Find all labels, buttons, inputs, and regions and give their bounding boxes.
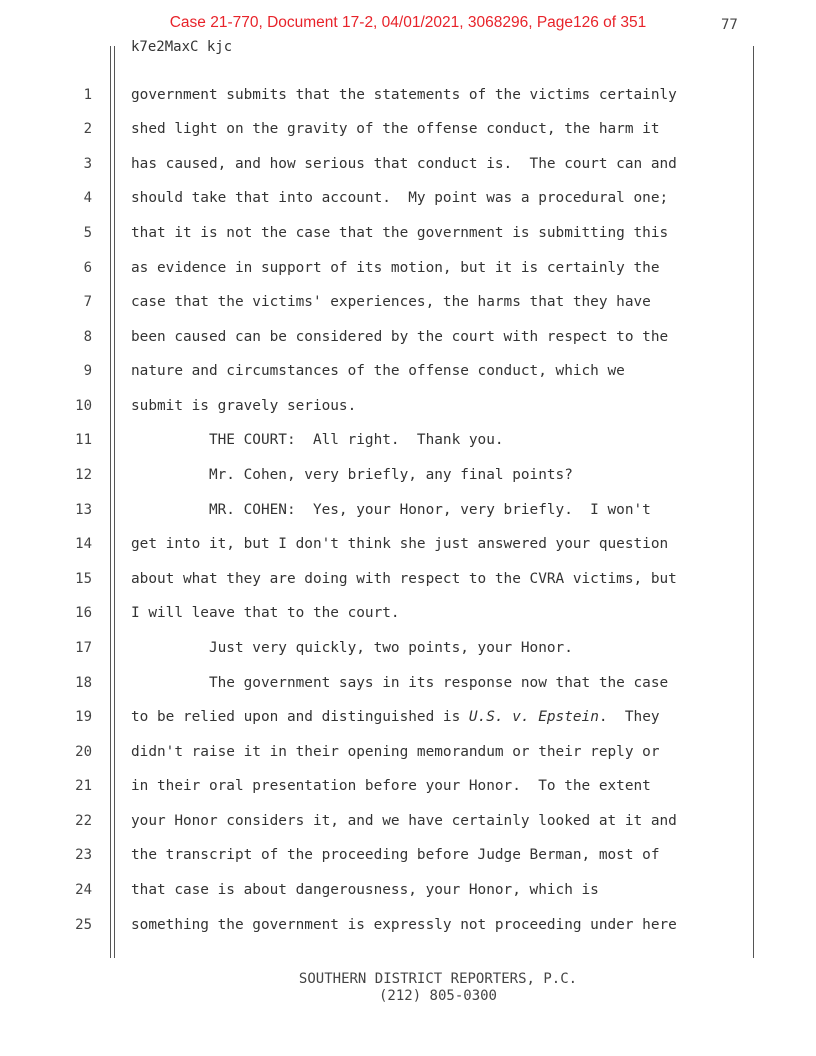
line-number: 2 <box>83 121 92 137</box>
transcript-line: been caused can be considered by the court with respect to the <box>131 329 669 345</box>
line-number: 17 <box>75 640 92 656</box>
page-number: 77 <box>721 17 738 33</box>
line-text-before: to be relied upon and distinguished is <box>131 709 469 725</box>
transcript-line: The government says in its response now that the case <box>131 675 669 691</box>
transcript-line: your Honor considers it, and we have certainly looked at it and <box>131 813 677 829</box>
left-margin-rule-inner <box>114 46 115 958</box>
line-number: 6 <box>83 260 92 276</box>
transcript-line: has caused, and how serious that conduct is. The court can and <box>131 156 677 172</box>
transcript-line: the transcript of the proceeding before Judge Berman, most of <box>131 847 660 863</box>
transcript-line: shed light on the gravity of the offense conduct, the harm it <box>131 121 660 137</box>
transcript-line: in their oral presentation before your Honor. To the extent <box>131 778 651 794</box>
reporter-phone: (212) 805-0300 <box>378 988 497 1004</box>
line-number: 21 <box>75 778 92 794</box>
line-number: 7 <box>83 294 92 310</box>
line-number: 24 <box>75 882 92 898</box>
transcript-line: case that the victims' experiences, the harms that they have <box>131 294 651 310</box>
reporter-name: SOUTHERN DISTRICT REPORTERS, P.C. <box>298 971 578 987</box>
transcript-line: nature and circumstances of the offense conduct, which we <box>131 363 625 379</box>
reporter-footer <box>0 971 816 1005</box>
transcript-line: THE COURT: All right. Thank you. <box>131 432 504 448</box>
line-number: 5 <box>83 225 92 241</box>
line-number: 13 <box>75 502 92 518</box>
transcript-line: government submits that the statements of the victims certainly <box>131 87 677 103</box>
line-number: 4 <box>83 190 92 206</box>
transcript-line <box>131 709 751 725</box>
case-citation: U.S. v. Epstein <box>468 709 599 725</box>
transcript-line: MR. COHEN: Yes, your Honor, very briefly. I won't <box>131 502 651 518</box>
transcript-line: I will leave that to the court. <box>131 605 400 621</box>
transcript-line: didn't raise it in their opening memorandum or their reply or <box>131 744 660 760</box>
line-number: 14 <box>75 536 92 552</box>
case-stamp: Case 21-770, Document 17-2, 04/01/2021, 3068296, Page126 of 351 <box>169 14 647 31</box>
transcript-line: that it is not the case that the government is submitting this <box>131 225 669 241</box>
line-number: 3 <box>83 156 92 172</box>
line-number: 12 <box>75 467 92 483</box>
line-number: 1 <box>83 87 92 103</box>
transcript-caption: k7e2MaxC kjc <box>131 39 233 55</box>
transcript-line: should take that into account. My point was a procedural one; <box>131 190 669 206</box>
transcript-line: that case is about dangerousness, your Honor, which is <box>131 882 599 898</box>
line-number: 20 <box>75 744 92 760</box>
line-number: 25 <box>75 917 92 933</box>
transcript-line: get into it, but I don't think she just answered your question <box>131 536 669 552</box>
transcript-line: as evidence in support of its motion, but it is certainly the <box>131 260 660 276</box>
line-number: 10 <box>75 398 92 414</box>
line-text-after: . They <box>598 709 660 725</box>
transcript-line: submit is gravely serious. <box>131 398 357 414</box>
line-number: 15 <box>75 571 92 587</box>
left-margin-rule-outer <box>110 46 111 958</box>
transcript-line: Just very quickly, two points, your Honor. <box>131 640 573 656</box>
line-number: 19 <box>75 709 92 725</box>
line-number: 22 <box>75 813 92 829</box>
transcript-line: something the government is expressly not proceeding under here <box>131 917 677 933</box>
transcript-line: Mr. Cohen, very briefly, any final points? <box>131 467 573 483</box>
line-number: 11 <box>75 432 92 448</box>
line-number: 8 <box>83 329 92 345</box>
line-number: 9 <box>83 363 92 379</box>
line-number: 23 <box>75 847 92 863</box>
right-margin-rule <box>753 46 754 958</box>
line-number: 16 <box>75 605 92 621</box>
line-number: 18 <box>75 675 92 691</box>
transcript-line: about what they are doing with respect to the CVRA victims, but <box>131 571 677 587</box>
